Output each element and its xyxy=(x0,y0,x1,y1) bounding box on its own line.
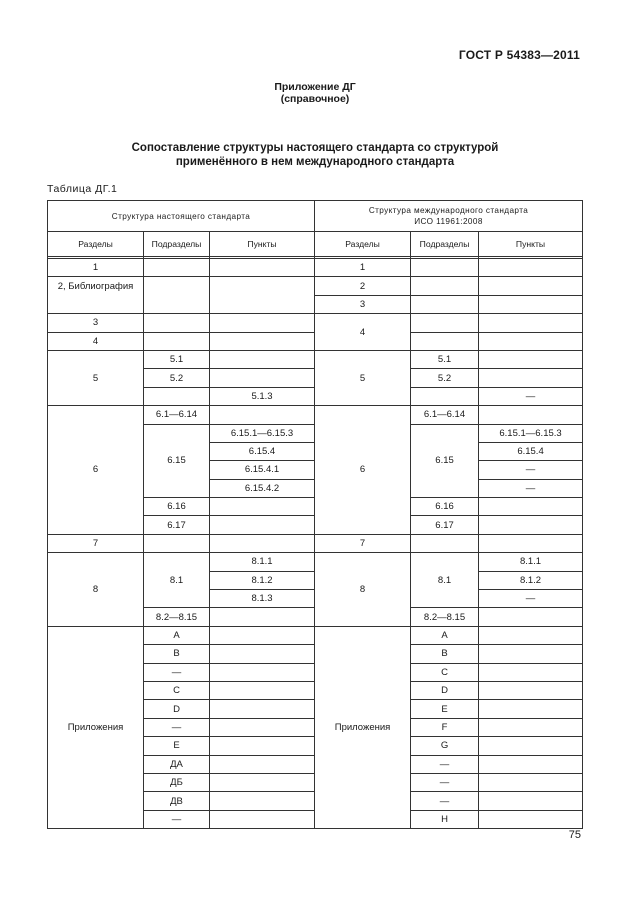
table-cell: C xyxy=(411,663,479,681)
table-cell: 1 xyxy=(315,259,411,277)
column-header: Пункты xyxy=(479,232,583,257)
table-cell: ДА xyxy=(144,755,210,773)
table-cell: 6 xyxy=(48,406,144,535)
table-cell: 6.1—6.14 xyxy=(144,406,210,424)
table-cell: F xyxy=(411,718,479,736)
table-cell xyxy=(411,295,479,313)
table-cell xyxy=(210,608,315,626)
table-cell xyxy=(411,387,479,405)
table-cell: Приложения xyxy=(315,626,411,828)
table-cell xyxy=(479,406,583,424)
page-number: 75 xyxy=(568,829,581,841)
table-cell: — xyxy=(479,590,583,608)
table-caption: Таблица ДГ.1 xyxy=(47,183,118,195)
table-cell xyxy=(479,663,583,681)
table-cell xyxy=(479,369,583,387)
table-cell xyxy=(144,277,210,314)
table-cell: 5.2 xyxy=(411,369,479,387)
table-cell: E xyxy=(411,700,479,718)
table-cell xyxy=(210,406,315,424)
table-cell: 8.1.2 xyxy=(479,571,583,589)
document-title-line-1: Сопоставление структуры настоящего стандарта со структурой xyxy=(131,142,499,154)
table-cell xyxy=(479,645,583,663)
page-header-standard: ГОСТ Р 54383—2011 xyxy=(458,48,580,62)
table-cell xyxy=(210,626,315,644)
table-cell xyxy=(210,332,315,350)
table-cell: 7 xyxy=(315,534,411,552)
table-cell: 1 xyxy=(48,259,144,277)
table-cell: 6.1—6.14 xyxy=(411,406,479,424)
table-cell: — xyxy=(144,810,210,828)
table-cell xyxy=(411,277,479,295)
table-cell xyxy=(210,369,315,387)
table-cell: 3 xyxy=(315,295,411,313)
table-cell xyxy=(210,277,315,314)
table-cell xyxy=(210,755,315,773)
table-cell xyxy=(479,534,583,552)
table-cell: — xyxy=(144,663,210,681)
table-cell: 8.1.3 xyxy=(210,590,315,608)
table-cell xyxy=(144,314,210,332)
table-cell: — xyxy=(144,718,210,736)
table-cell xyxy=(210,663,315,681)
table-cell: 7 xyxy=(48,534,144,552)
table-cell xyxy=(210,350,315,368)
table-cell: B xyxy=(411,645,479,663)
table-cell xyxy=(210,534,315,552)
table-cell: 8 xyxy=(48,553,144,627)
table-cell: 6.15 xyxy=(411,424,479,498)
column-header: Разделы xyxy=(48,232,144,257)
table-cell: — xyxy=(479,387,583,405)
table-cell xyxy=(479,314,583,332)
table-cell: 8.1.2 xyxy=(210,571,315,589)
table-cell xyxy=(210,792,315,810)
table-cell: 6.17 xyxy=(411,516,479,534)
table-cell xyxy=(479,259,583,277)
table-cell: 6.16 xyxy=(411,498,479,516)
table-cell: 8.1 xyxy=(411,553,479,608)
table-cell xyxy=(479,350,583,368)
table-cell xyxy=(210,498,315,516)
table-cell: 6.15.4.1 xyxy=(210,461,315,479)
structure-comparison-table xyxy=(47,200,583,829)
table-row xyxy=(48,626,583,644)
table-cell xyxy=(144,259,210,277)
table-cell xyxy=(411,314,479,332)
table-cell: 6.15.1—6.15.3 xyxy=(479,424,583,442)
table-cell xyxy=(210,718,315,736)
table-cell: A xyxy=(411,626,479,644)
table-cell xyxy=(479,277,583,295)
column-header: Разделы xyxy=(315,232,411,257)
table-cell xyxy=(479,700,583,718)
right-structure-header-line-1: Структура международного стандарта xyxy=(368,206,529,215)
table-cell xyxy=(210,314,315,332)
table-cell xyxy=(210,700,315,718)
table-cell xyxy=(411,259,479,277)
table-cell xyxy=(479,516,583,534)
table-cell xyxy=(479,608,583,626)
table-cell xyxy=(479,681,583,699)
table-cell: 8 xyxy=(315,553,411,627)
left-structure-header-text: Структура настоящего стандарта xyxy=(111,211,251,221)
table-cell xyxy=(210,681,315,699)
table-cell xyxy=(479,737,583,755)
table-cell xyxy=(479,755,583,773)
table-row xyxy=(48,406,583,424)
table-cell xyxy=(210,645,315,663)
table-cell xyxy=(479,773,583,791)
right-structure-header-line-2: ИСО 11961:2008 xyxy=(414,217,483,226)
left-structure-header xyxy=(48,201,315,232)
table-cell: 5 xyxy=(315,350,411,405)
table-cell: — xyxy=(479,479,583,497)
right-structure-header xyxy=(315,201,583,232)
table-cell: 5.1 xyxy=(144,350,210,368)
table-cell: C xyxy=(144,681,210,699)
table-cell xyxy=(411,332,479,350)
table-body xyxy=(48,259,583,829)
table-row xyxy=(48,277,583,295)
table-cell: 5.1.3 xyxy=(210,387,315,405)
table-row xyxy=(48,259,583,277)
table-cell: E xyxy=(144,737,210,755)
table-cell: 2 xyxy=(315,277,411,295)
document-title-line-2: применённого в нем международного стандарта xyxy=(175,156,455,168)
annex-title: Приложение ДГ xyxy=(274,81,356,93)
annex-subtitle: (справочное) xyxy=(280,93,350,105)
table-cell xyxy=(479,332,583,350)
table-cell xyxy=(144,534,210,552)
table-cell: Приложения xyxy=(48,626,144,828)
table-cell: 6.15.4.2 xyxy=(210,479,315,497)
table-cell: 3 xyxy=(48,314,144,332)
table-cell: 6 xyxy=(315,406,411,535)
table-cell: ДБ xyxy=(144,773,210,791)
table-cell xyxy=(479,626,583,644)
table-cell xyxy=(479,718,583,736)
table-cell: 4 xyxy=(48,332,144,350)
table-cell xyxy=(210,516,315,534)
table-row xyxy=(48,350,583,368)
table-cell: ДВ xyxy=(144,792,210,810)
table-cell: 5 xyxy=(48,350,144,405)
column-header: Пункты xyxy=(210,232,315,257)
table-cell xyxy=(210,737,315,755)
table-cell: G xyxy=(411,737,479,755)
table-cell: 6.15.4 xyxy=(210,442,315,460)
table-cell: 8.1.1 xyxy=(210,553,315,571)
table-cell: H xyxy=(411,810,479,828)
table-cell xyxy=(210,259,315,277)
table-cell xyxy=(479,295,583,313)
table-cell: — xyxy=(479,461,583,479)
table-cell: 8.1.1 xyxy=(479,553,583,571)
table-cell: 8.2—8.15 xyxy=(144,608,210,626)
table-cell: 6.17 xyxy=(144,516,210,534)
table-row xyxy=(48,534,583,552)
table-cell xyxy=(210,773,315,791)
table-cell xyxy=(411,534,479,552)
table-cell: D xyxy=(411,681,479,699)
table-cell: 8.2—8.15 xyxy=(411,608,479,626)
table-cell xyxy=(479,792,583,810)
table-row xyxy=(48,314,583,332)
table-cell xyxy=(210,810,315,828)
table-cell: D xyxy=(144,700,210,718)
table-cell: — xyxy=(411,773,479,791)
table-cell: 8.1 xyxy=(144,553,210,608)
column-header: Подразделы xyxy=(411,232,479,257)
table-cell: 6.15.1—6.15.3 xyxy=(210,424,315,442)
column-header: Подразделы xyxy=(144,232,210,257)
table-cell: 5.1 xyxy=(411,350,479,368)
table-cell: 6.16 xyxy=(144,498,210,516)
table-cell: — xyxy=(411,755,479,773)
table-cell xyxy=(144,332,210,350)
table-cell: 5.2 xyxy=(144,369,210,387)
table-cell xyxy=(479,498,583,516)
table-cell xyxy=(144,387,210,405)
table-cell: B xyxy=(144,645,210,663)
table-cell: 2, Библиография xyxy=(48,277,144,314)
table-cell: 6.15 xyxy=(144,424,210,498)
table-cell: 6.15.4 xyxy=(479,442,583,460)
table-cell xyxy=(479,810,583,828)
table-cell: 4 xyxy=(315,314,411,351)
table-cell: — xyxy=(411,792,479,810)
table-row xyxy=(48,553,583,571)
table-cell: A xyxy=(144,626,210,644)
